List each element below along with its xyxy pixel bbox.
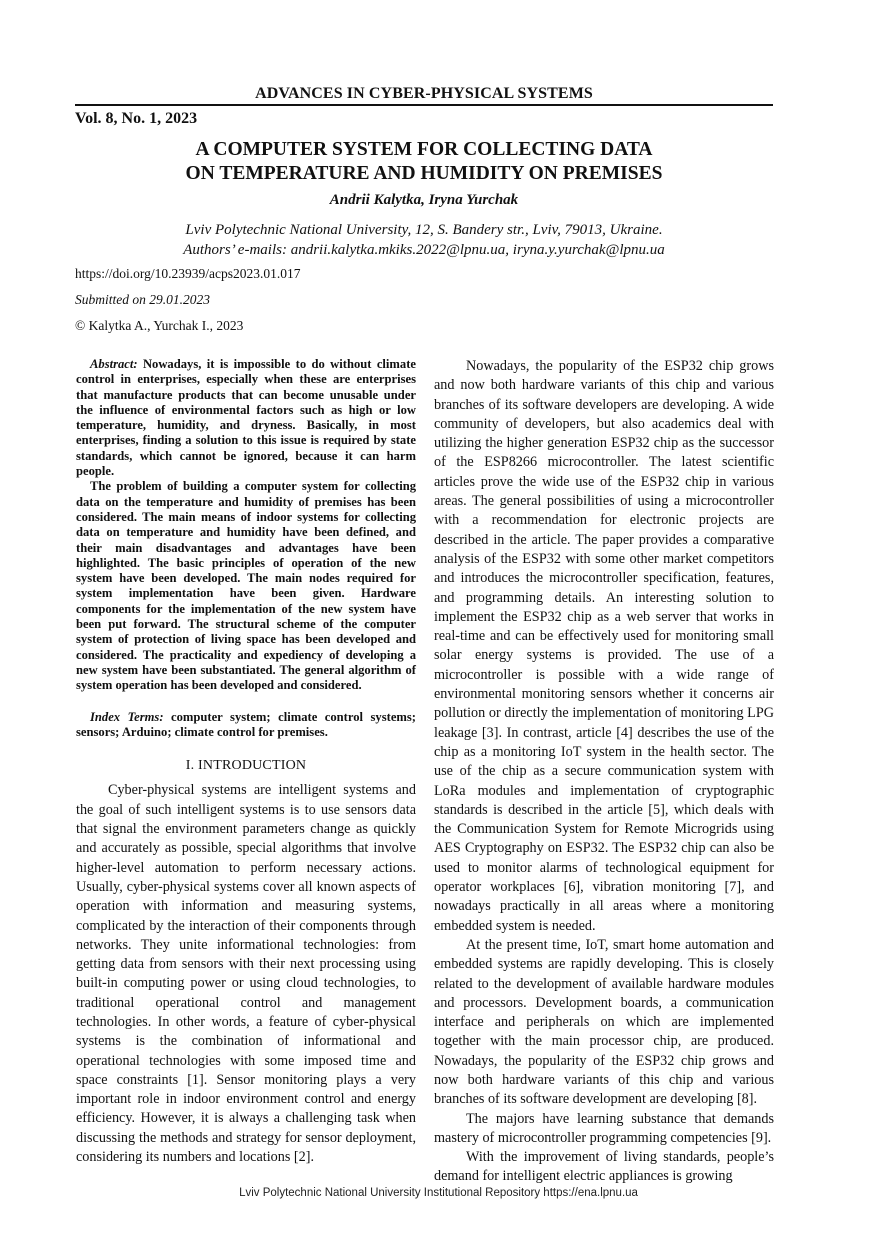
body-paragraph-5: With the improvement of living standards, people’s demand for intelligent electric appliances is growing	[434, 1149, 774, 1185]
header-divider	[75, 104, 773, 106]
left-column	[76, 357, 416, 1167]
index-terms-label: Index Terms:	[90, 709, 164, 724]
index-terms-text: computer system; climate control systems; sensors; Arduino; climate control for premises.	[76, 709, 416, 739]
body-paragraph-3: At the present time, IoT, smart home automation and embedded systems are rapidly developing. This is closely related to the development of available hardware modules and processors. Development boards, a communication interface and peripherals on which are implemented together with the main processor chip, are produced. Nowadays, the popularity of the ESP32 chip grows and now both hardware variants of this chip and various branches of its software development are developing [8].	[434, 936, 774, 1108]
repository-footer: Lviv Polytechnic National University Institutional Repository https://ena.lpnu.ua	[239, 1187, 638, 1199]
section-heading-introduction: I. INTRODUCTION	[185, 758, 307, 774]
abstract-paragraph-2: The problem of building a computer system for collecting data on the temperature and humidity of premises has been considered. The main means of indoor systems for collecting data on temperature and humidity have been defined, and their main disadvantages and advantages have been highlighted. The basic principles of operation of the new system have been developed. The main nodes required for system implementation have been given. Hardware components for the implementation of the new system have been put forward. The structural scheme of the computer system of protection of living space has been developed and considered. The practicality and expediency of developing a new system have been substantiated. The general algorithm of system operation has been developed and considered.	[76, 479, 416, 693]
introduction-left	[76, 781, 416, 1167]
article-title	[75, 138, 773, 186]
submission-date: Submitted on 29.01.2023	[75, 292, 210, 307]
abstract-label: Abstract:	[90, 357, 138, 371]
doi-link[interactable]: https://doi.org/10.23939/acps2023.01.017	[75, 266, 301, 281]
author-affiliation: Lviv Polytechnic National University, 12, S. Bandery str., Lviv, 79013, Ukraine.	[185, 222, 663, 238]
journal-title: ADVANCES IN CYBER-PHYSICAL SYSTEMS	[255, 85, 593, 102]
right-column	[434, 357, 774, 1187]
index-terms	[76, 710, 416, 741]
copyright-notice: © Kalytka A., Yurchak I., 2023	[75, 318, 244, 333]
abstract-paragraph-1	[76, 357, 416, 479]
volume-info: Vol. 8, No. 1, 2023	[75, 110, 198, 127]
body-paragraph-4: The majors have learning substance that demands mastery of microcontroller programming competencies [9].	[434, 1110, 774, 1146]
article-authors: Andrii Kalytka, Iryna Yurchak	[329, 192, 519, 208]
article-title-line-1: A COMPUTER SYSTEM FOR COLLECTING DATA	[195, 139, 653, 160]
body-paragraph-2: Nowadays, the popularity of the ESP32 chip grows and now both hardware variants of this chip and various branches of its software developers are developing. A wide community of developers, but also academics deal with utilizing the higher generation ESP32 chip as the successor of the ESP8266 microcontroller. The latest scientific articles prove the wide use of the ESP32 chip in various areas. The general possibilities of using a microcontroller with a recommendation for electronic projects are described in the article. The paper provides a comparative analysis of the ESP32 with some other market competitors and introduces the microcontroller specification, features, and programming details. An interesting solution to implement the ESP32 chip as a web server that works in real-time and can be effectively used for monitoring small solar energy systems is provided. The use of a microcontroller is possible with a wide range of environmental monitoring sensors whether it concerns air pollution or directly the implementation of monitoring LPG leakage [3]. In contrast, article [4] describes the use of the chip as a monitoring IoT system in the health sector. The use of the chip as a secure communication system with LoRa modules and implementation of cryptographic standards is described in the article [5], which deals with the Communication System for Remote Microgrids using AES Cryptography on ESP32. The ESP32 chip can also be used to monitor alarms of technological equipment for operator workplaces [6], vibration monitoring [7], and nowadays practically in all areas where a monitoring embedded system is needed.	[434, 358, 774, 934]
abstract-section	[76, 357, 416, 740]
abstract-text-1: Nowadays, it is impossible to do without climate control in enterprises, especially when these are enterprises that manufacture products that can become unusable under the influence of environmental factors such as high or low temperature, humidity, and dryness. Basically, in most enterprises, finding a solution to this issue is required by state standards, which cannot be ignored, because it can harm people.	[76, 357, 416, 479]
author-emails[interactable]: Authors’ e-mails: andrii.kalytka.mkiks.2022@lpnu.ua, iryna.y.yurchak@lpnu.ua	[183, 242, 665, 258]
article-title-line-2: ON TEMPERATURE AND HUMIDITY ON PREMISES	[185, 163, 663, 184]
author-affiliation-block	[75, 220, 773, 260]
body-paragraph-1: Cyber-physical systems are intelligent systems and the goal of such intelligent systems is to use sensors data that signal the environment parameters change as quickly and accurately as possible, special algorithms that involve higher-level automation to perform necessary actions. Usually, cyber-physical systems cover all known aspects of operation with information and measuring systems, complicated by the interaction of their components through networks. They unite informational technologies: from getting data from sensors with their next processing using built-in computing power or using cloud technologies, to traditional operational control and management technologies. In other words, a feature of cyber-physical systems is the combination of informational and operational technologies with some imposed time and space constraints [1]. Sensor monitoring plays a very important role in indoor environment control and energy efficiency. However, it is always a challenging task when discussing the methods and strategy for sensor deployment, considering its numbers and locations [2].	[76, 782, 416, 1166]
